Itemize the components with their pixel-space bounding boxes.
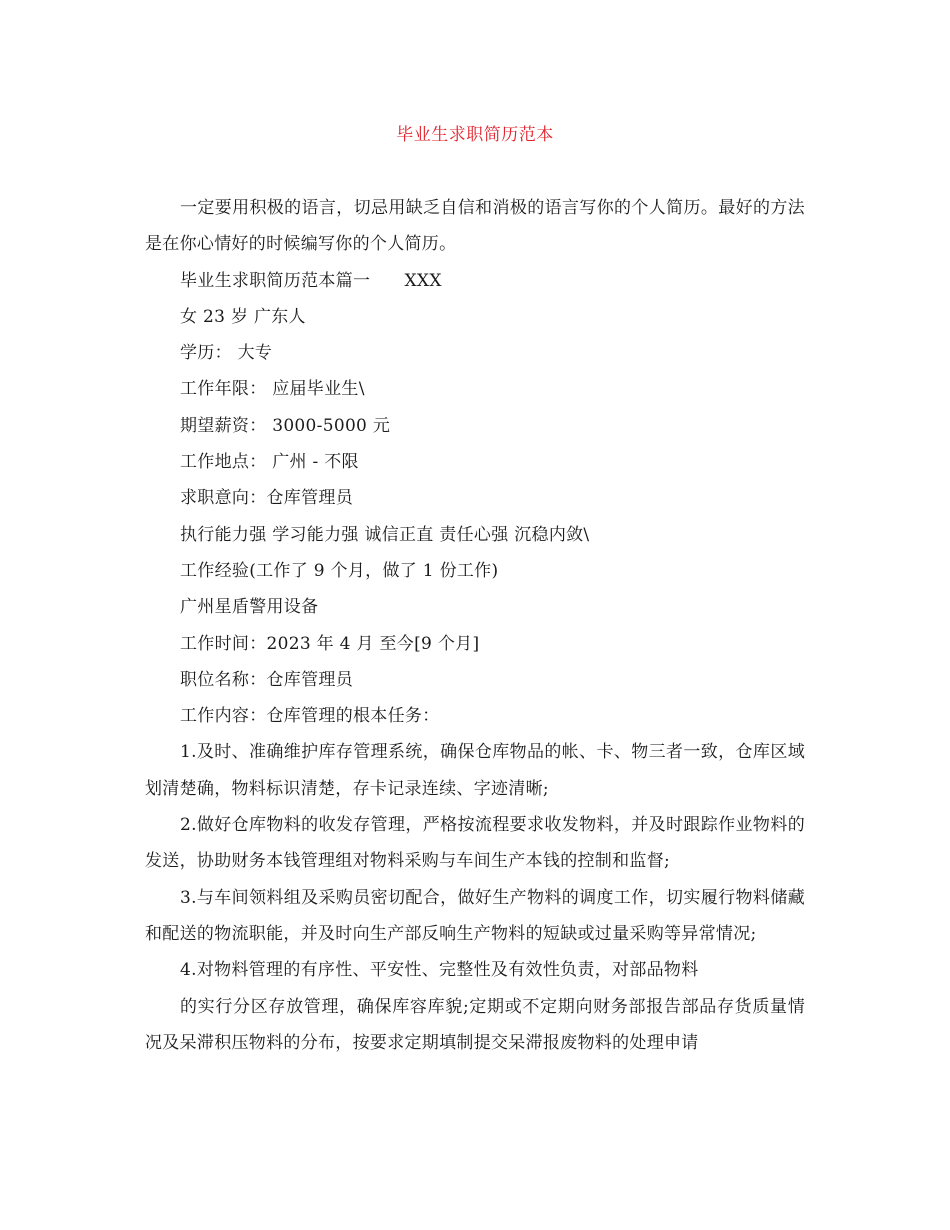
paragraph-intro: 一定要用积极的语言，切忌用缺乏自信和消极的语言写你的个人简历。最好的方法是在你心情好的时候编写你的个人简历。 (145, 198, 805, 255)
paragraph-work-period: 工作时间：2023 年 4 月 至今[9 个月] (180, 633, 480, 654)
paragraph-job-intention: 求职意向：仓库管理员 (180, 488, 353, 509)
paragraph-company: 广州星盾警用设备 (180, 597, 319, 618)
paragraph-education: 学历： 大专 (180, 343, 273, 364)
paragraph-personal-info: 女 23 岁 广东人 (180, 306, 306, 327)
paragraph-strengths: 执行能力强 学习能力强 诚信正直 责任心强 沉稳内敛\ (180, 524, 590, 545)
paragraph-work-content: 工作内容：仓库管理的根本任务： (180, 706, 440, 727)
document-title: 毕业生求职简历范本 (396, 125, 554, 145)
paragraph-duty-4: 4.对物料管理的有序性、平安性、完整性及有效性负责，对部品物料 (180, 960, 699, 981)
paragraph-resume-heading: 毕业生求职简历范本篇一 XXX (180, 270, 442, 291)
paragraph-duty-2: 2.做好仓库物料的收发存管理，严格按流程要求收发物料，并及时跟踪作业物料的发送，协助财务本钱管理组对物料采购与车间生产本钱的控制和监督; (145, 815, 805, 872)
paragraph-work-location: 工作地点： 广州 - 不限 (180, 452, 359, 473)
paragraph-duty-4-continued: 的实行分区存放管理，确保库容库貌;定期或不定期向财务部报告部品存货质量情况及呆滞积压物料的分布，按要求定期填制提交呆滞报废物料的处理申请 (145, 996, 805, 1053)
paragraph-duty-3: 3.与车间领料组及采购员密切配合，做好生产物料的调度工作，切实履行物料储藏和配送的物流职能，并及时向生产部反响生产物料的短缺或过量采购等异常情况; (145, 887, 805, 944)
paragraph-work-years: 工作年限： 应届毕业生\ (180, 379, 365, 400)
document-body (145, 190, 805, 1061)
paragraph-experience-summary: 工作经验(工作了 9 个月，做了 1 份工作) (180, 560, 499, 581)
paragraph-expected-salary: 期望薪资： 3000-5000 元 (180, 415, 391, 436)
paragraph-position: 职位名称：仓库管理员 (180, 669, 353, 690)
paragraph-duty-1: 1.及时、准确维护库存管理系统，确保仓库物品的帐、卡、物三者一致，仓库区域划清楚确，物料标识清楚，存卡记录连续、字迹清晰; (145, 742, 805, 799)
